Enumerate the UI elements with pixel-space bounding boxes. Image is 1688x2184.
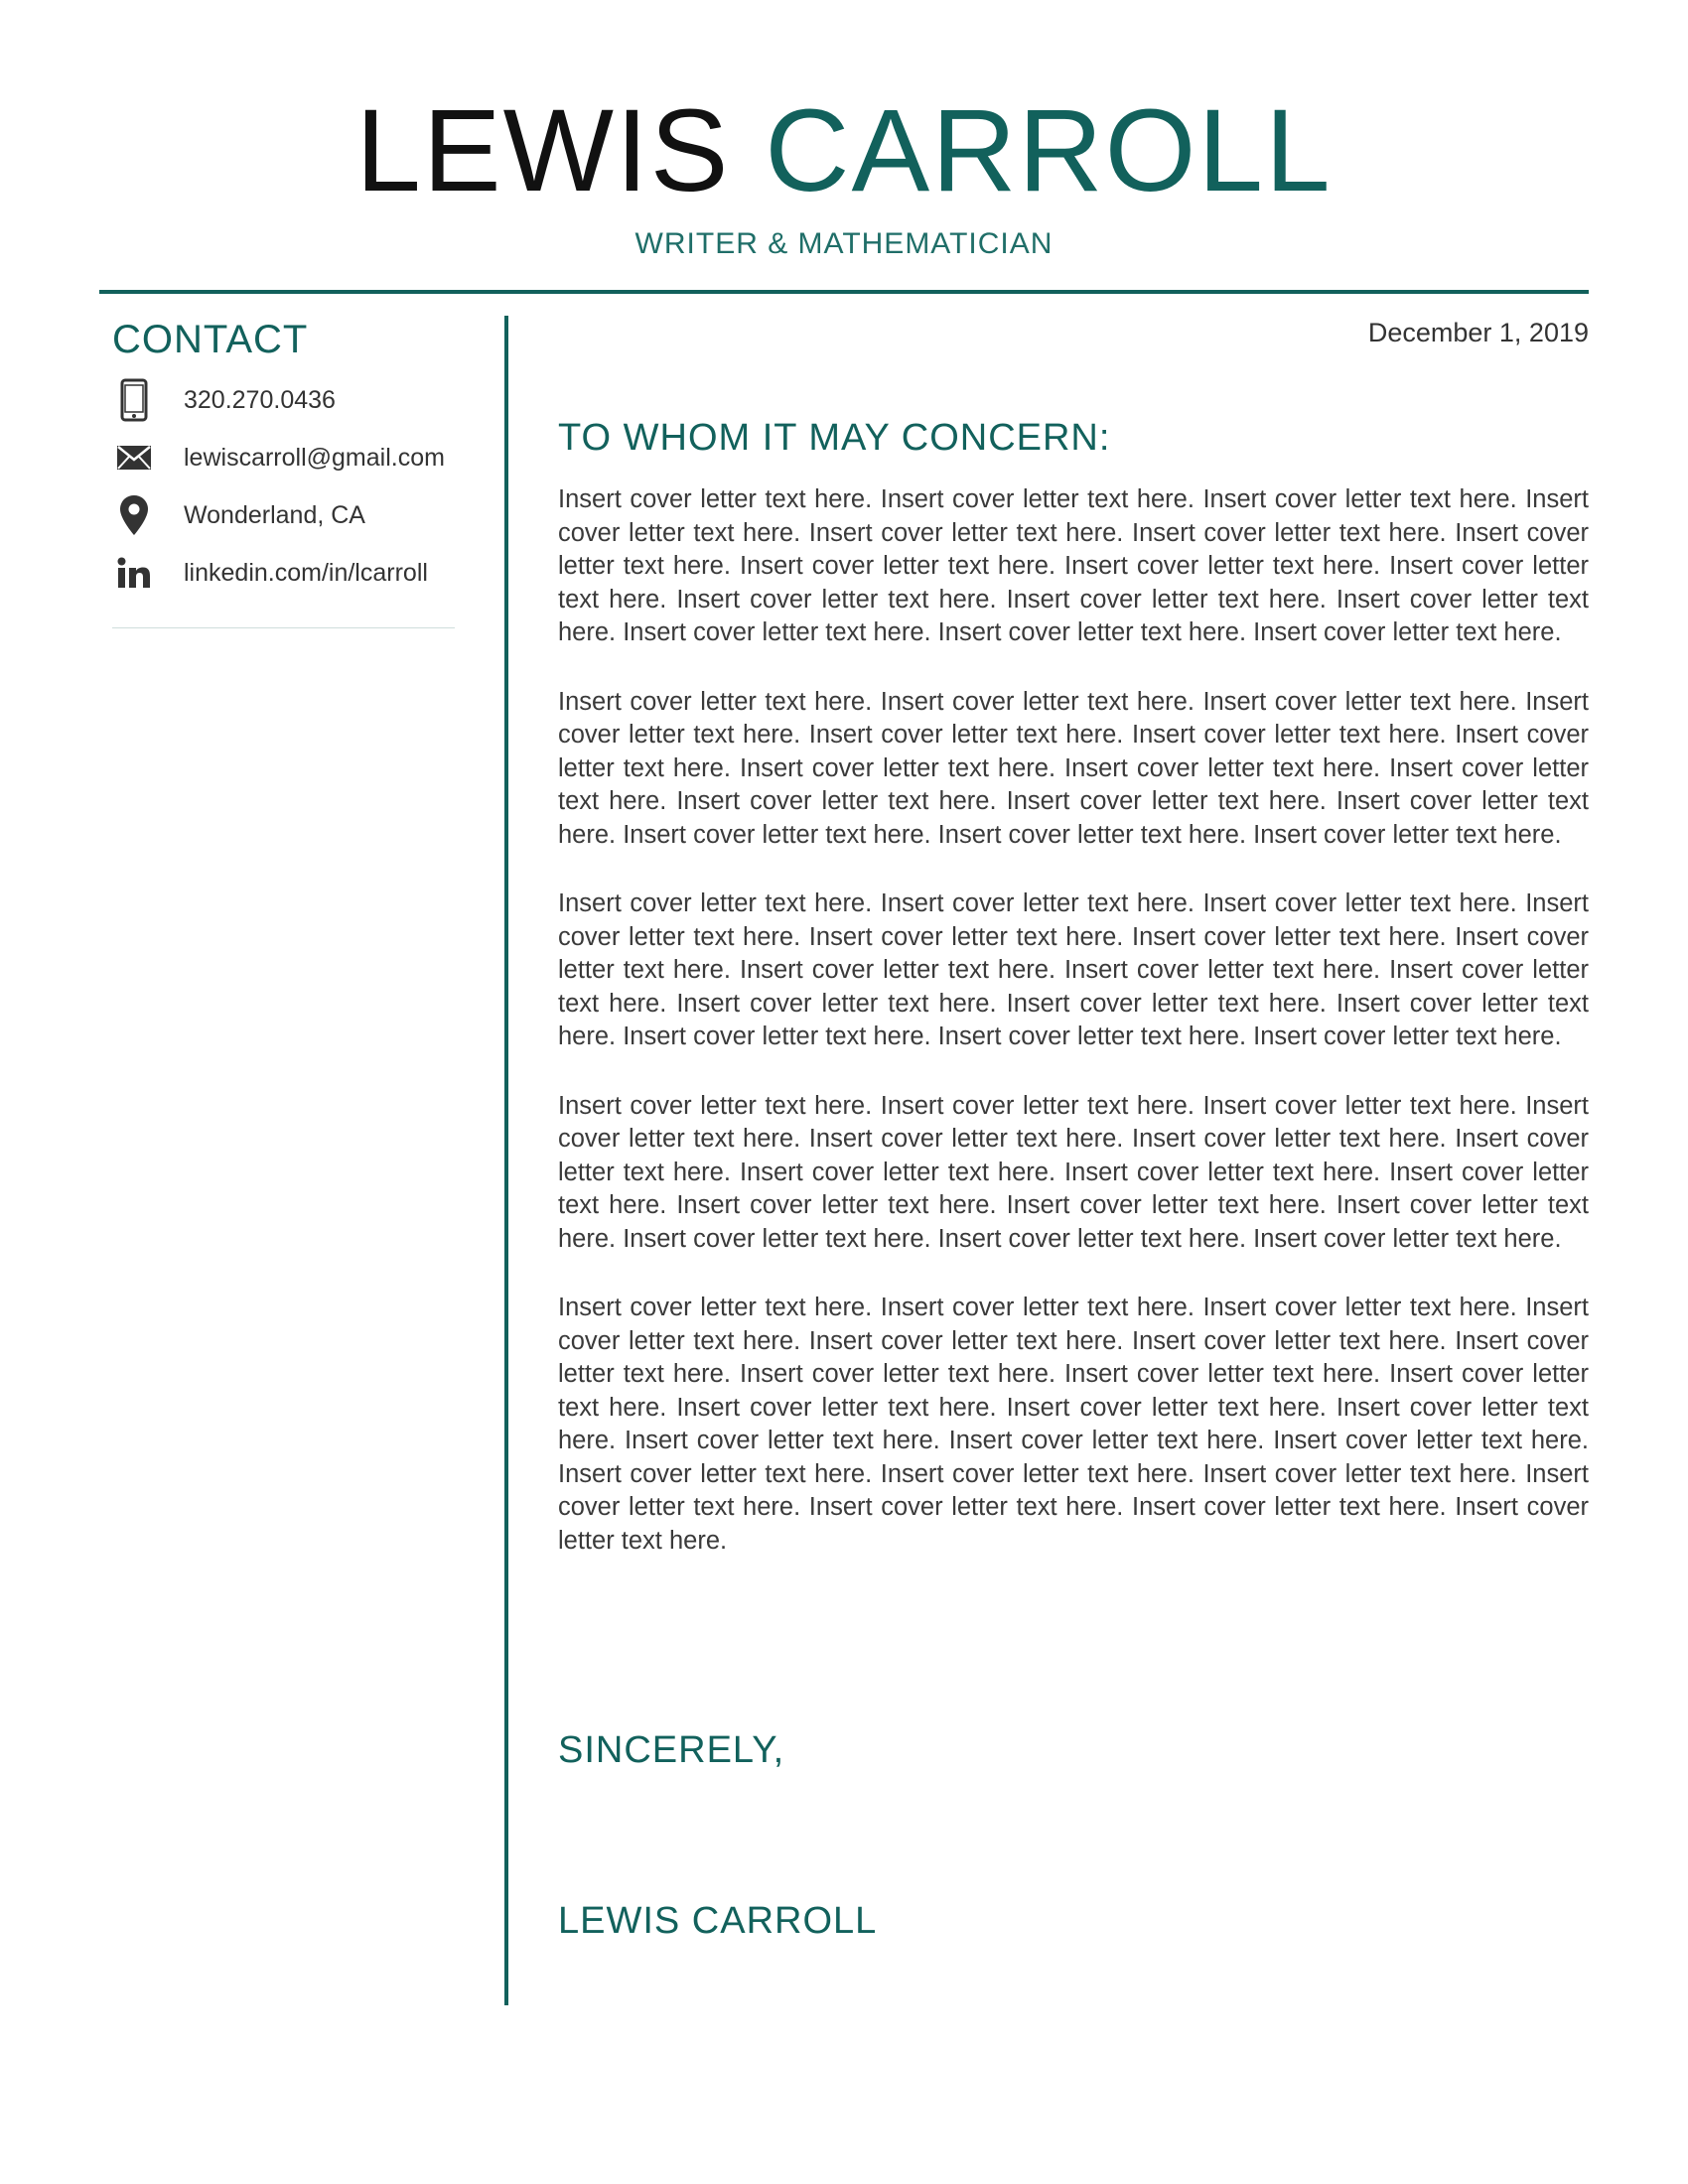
contact-list: [112, 371, 470, 602]
contact-item-location: [112, 486, 470, 544]
contact-item-email: [112, 429, 470, 486]
letter-paragraph: Insert cover letter text here. Insert cover letter text here. Insert cover letter text here. Insert cover letter text here. Insert cover letter text here. Insert cover letter text here. Insert cover letter text here. Insert cover letter text here. Insert cover letter text here. Insert cover letter text here. Insert cover letter text here. Insert cover letter text here. Insert cover letter text here. Insert cover letter text here. Insert cover letter text here. Insert cover letter text here.: [558, 687, 1589, 849]
contact-heading: CONTACT: [112, 318, 309, 361]
letter-date: December 1, 2019: [1367, 318, 1589, 347]
letter-paragraph: Insert cover letter text here. Insert cover letter text here. Insert cover letter text here. Insert cover letter text here. Insert cover letter text here. Insert cover letter text here. Insert cover letter text here. Insert cover letter text here. Insert cover letter text here. Insert cover letter text here. Insert cover letter text here. Insert cover letter text here. Insert cover letter text here. Insert cover letter text here. Insert cover letter text here. Insert cover letter text here. Insert cover letter text here. Insert cover letter text here. Insert cover letter text here. Insert cover letter text here. Insert cover letter text here. Insert cover letter text here. Insert cover letter text here.: [558, 1294, 1589, 1555]
contact-phone: 320.270.0436: [184, 385, 336, 414]
first-name: LEWIS: [355, 85, 731, 216]
column-divider: [504, 316, 508, 2005]
letter-paragraph: Insert cover letter text here. Insert cover letter text here. Insert cover letter text here. Insert cover letter text here. Insert cover letter text here. Insert cover letter text here. Insert cover letter text here. Insert cover letter text here. Insert cover letter text here. Insert cover letter text here. Insert cover letter text here. Insert cover letter text here. Insert cover letter text here. Insert cover letter text here. Insert cover letter text here. Insert cover letter text here.: [558, 1091, 1589, 1253]
location-pin-icon: [112, 493, 156, 537]
contact-item-linkedin: [112, 544, 470, 602]
linkedin-icon: [112, 551, 156, 595]
last-name: CARROLL: [765, 85, 1333, 216]
name-heading: [0, 81, 1688, 220]
letter-paragraph: Insert cover letter text here. Insert cover letter text here. Insert cover letter text here. Insert cover letter text here. Insert cover letter text here. Insert cover letter text here. Insert cover letter text here. Insert cover letter text here. Insert cover letter text here. Insert cover letter text here. Insert cover letter text here. Insert cover letter text here. Insert cover letter text here. Insert cover letter text here. Insert cover letter text here. Insert cover letter text here.: [558, 485, 1589, 646]
contact-location: Wonderland, CA: [184, 500, 365, 529]
sidebar-divider: [112, 627, 455, 628]
salutation: TO WHOM IT MAY CONCERN:: [558, 417, 1111, 459]
letter-body: [558, 483, 1589, 1593]
mail-icon: [112, 436, 156, 479]
contact-email: lewiscarroll@gmail.com: [184, 443, 445, 472]
closing: SINCERELY,: [558, 1729, 785, 1771]
contact-item-phone: [112, 371, 470, 429]
signature-name: LEWIS CARROLL: [558, 1900, 878, 1942]
job-title: WRITER & MATHEMATICIAN: [634, 227, 1054, 260]
header-divider: [99, 290, 1589, 294]
phone-icon: [112, 378, 156, 422]
contact-linkedin: linkedin.com/in/lcarroll: [184, 558, 428, 587]
letter-paragraph: Insert cover letter text here. Insert cover letter text here. Insert cover letter text here. Insert cover letter text here. Insert cover letter text here. Insert cover letter text here. Insert cover letter text here. Insert cover letter text here. Insert cover letter text here. Insert cover letter text here. Insert cover letter text here. Insert cover letter text here. Insert cover letter text here. Insert cover letter text here. Insert cover letter text here. Insert cover letter text here.: [558, 889, 1589, 1050]
